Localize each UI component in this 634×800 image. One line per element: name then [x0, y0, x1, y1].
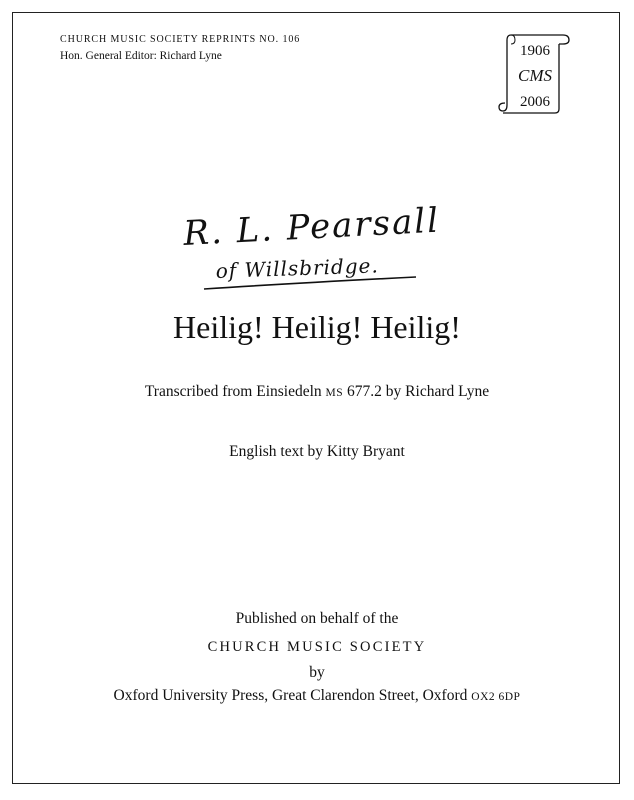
signature-graphic	[176, 193, 466, 298]
logo-year-bottom: 2006	[520, 94, 550, 110]
postcode: OX2 6DP	[471, 691, 521, 703]
series-text: CHURCH MUSIC SOCIETY REPRINTS NO. 106	[60, 34, 301, 45]
transcription-suffix: 677.2 by Richard Lyne	[343, 383, 490, 400]
scroll-logo-graphic	[497, 29, 571, 117]
editor-line: Hon. General Editor: Richard Lyne	[60, 50, 222, 62]
publisher-address	[13, 687, 621, 705]
signature-line2: of Willsbridge.	[215, 253, 380, 283]
page-title: Heilig! Heilig! Heilig!	[173, 309, 461, 345]
address-text: Oxford University Press, Great Clarendon Street, Oxford	[113, 687, 472, 704]
society-name: CHURCH MUSIC SOCIETY	[207, 639, 427, 655]
transcription-prefix: Transcribed from Einsiedeln	[144, 383, 326, 400]
logo-year-top: 1906	[520, 43, 550, 59]
by-line: by	[309, 664, 325, 681]
english-text-credit: English text by Kitty Bryant	[229, 443, 405, 460]
published-line: Published on behalf of the	[235, 610, 399, 627]
composer-signature	[176, 193, 466, 298]
signature-line1: R. L. Pearsall	[182, 200, 441, 254]
cms-centenary-logo	[497, 29, 571, 117]
logo-monogram: CMS	[518, 66, 552, 85]
manuscript-abbrev: MS	[325, 387, 344, 399]
title-page	[12, 12, 620, 784]
transcription-credit	[13, 383, 621, 401]
series-line	[60, 33, 300, 45]
